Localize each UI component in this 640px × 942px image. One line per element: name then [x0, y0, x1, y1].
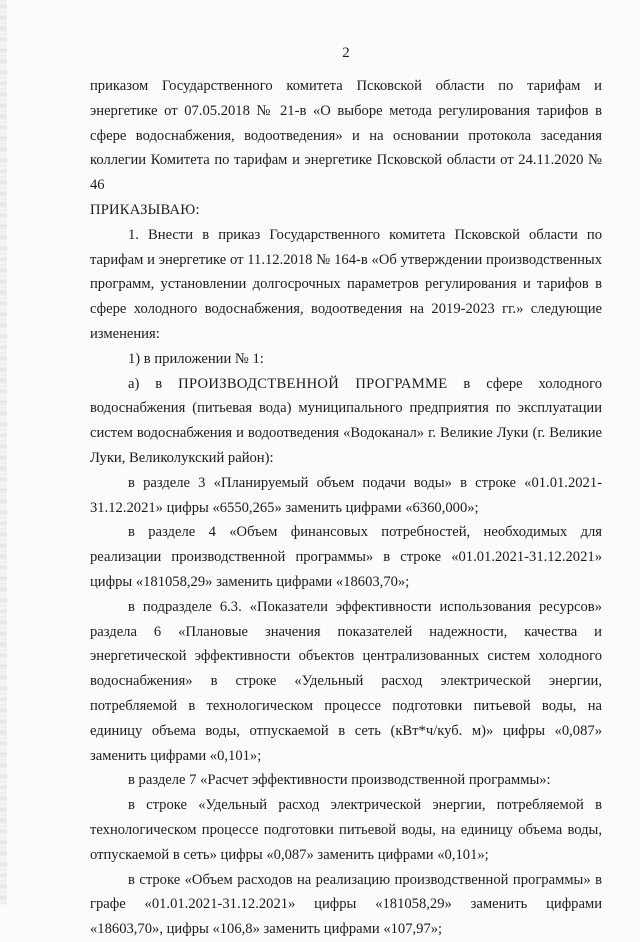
- paragraph-appendix-1: 1) в приложении № 1:: [128, 350, 264, 367]
- production-program-caps: ПРОИЗВОДСТВЕННОЙ ПРОГРАММЕ: [178, 375, 448, 392]
- paragraph-legal-basis: приказом Государственного комитета Псковской области по тарифам и энергетике от 07.05.2018 № 21-в «О выборе метода регулирования тарифов в сфере водоснабжения, водоотведения» и на основании протокола заседания коллегии Комитета по тарифам и энергетике Псковской области от 24.11.2020 № 46: [90, 78, 602, 194]
- page-number: 2: [342, 45, 350, 61]
- paragraph-section-7: в разделе 7 «Расчет эффективности производственной программы»:: [128, 772, 551, 789]
- order-heading: ПРИКАЗЫВАЮ:: [90, 201, 200, 218]
- document-body: [90, 74, 602, 942]
- paragraph-item-1: 1. Внести в приказ Государственного комитета Псковской области по тарифам и энергетике от 11.12.2018 № 164-в «Об утверждении производственных программ, установлении долгосрочных параметров регулирования и тарифов в сфере холодного водоснабжения, водоотведения на 2019-2023 гг.» следующие изменения:: [90, 226, 602, 342]
- paragraph-program-a-prefix: а) в: [128, 375, 179, 392]
- scan-edge-shadow: [0, 0, 7, 905]
- paragraph-electricity-row: в строке «Удельный расход электрической энергии, потребляемой в технологическом процессе подготовки питьевой воды, на единицу объема воды, отпускаемой в сеть» цифры «0,087» заменить цифрами «0,101»;: [90, 797, 602, 863]
- paragraph-expenses-row: в строке «Объем расходов на реализацию производственной программы» в графе «01.01.2021-31.12.2021» цифры «181058,29» заменить цифрами «18603,70», цифры «106,8» заменить цифрами «107,97»;: [90, 871, 602, 938]
- paragraph-section-4: в разделе 4 «Объем финансовых потребностей, необходимых для реализации производственной программы» в строке «01.01.2021-31.12.2021» цифры «181058,29» заменить цифрами «18603,70»;: [90, 524, 602, 590]
- paragraph-program-a-rest: в сфере холодного водоснабжения (питьевая вода) муниципального предприятия по эксплуатации систем водоснабжения и водоотведения «Водоканал» г. Великие Луки (г. Великие Луки, Великолукский район):: [90, 375, 603, 466]
- paragraph-subsection-6-3: в подразделе 6.3. «Показатели эффективности использования ресурсов» раздела 6 «Плановые значения показателей надежности, качества и энергетической эффективности объектов централизованных систем холодного водоснабжения» в строке «Удельный расход электрической энергии, потребляемой в технологическом процессе подготовки питьевой воды, на единицу объема воды, отпускаемой в сеть (кВт*ч/куб. м)» цифры «0,087» заменить цифрами «0,101»;: [90, 598, 602, 764]
- paragraph-section-3: в разделе 3 «Планируемый объем подачи воды» в строке «01.01.2021-31.12.2021» цифры «6550,265» заменить цифрами «6360,000»;: [90, 474, 602, 516]
- paragraph-program-a: [90, 372, 602, 471]
